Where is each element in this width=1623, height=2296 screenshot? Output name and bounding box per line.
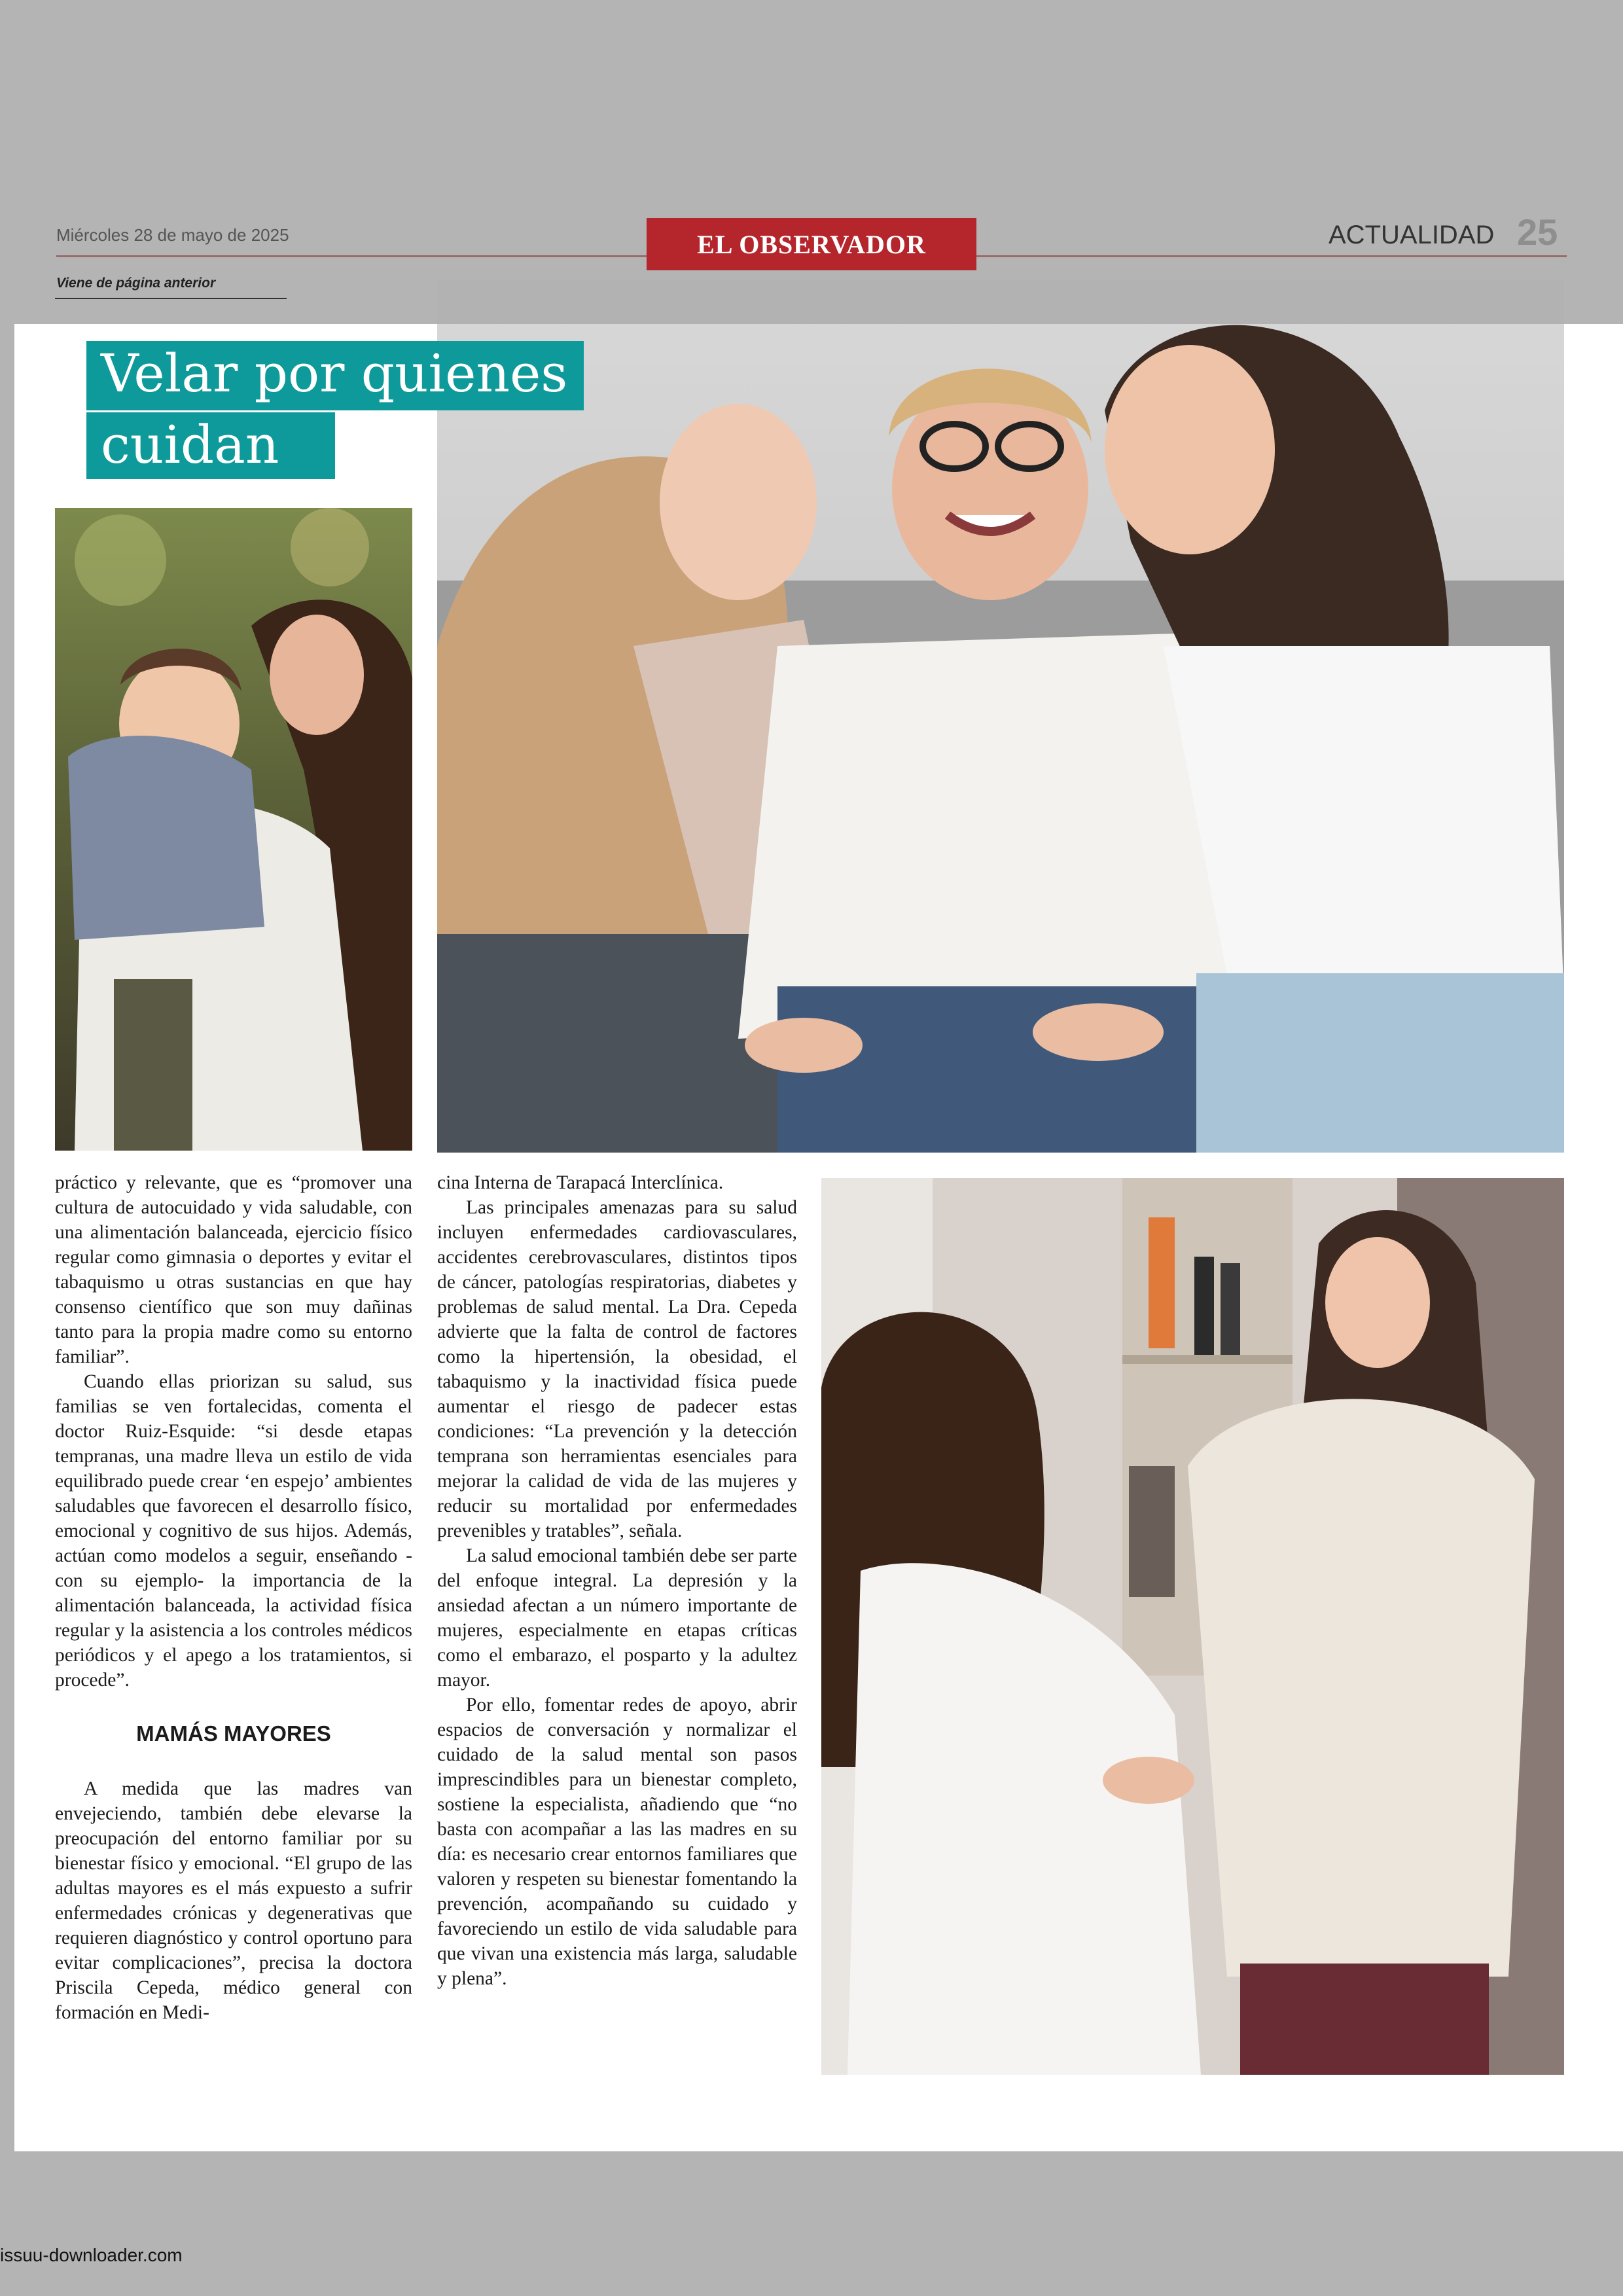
headline-line-1: Velar por quienes — [86, 341, 584, 410]
column-2-paragraph-4: Por ello, fomentar redes de apoyo, abrir espacios de conversación y normalizar el cuidado de la salud mental son pasos imprescindibles para un bienestar completo, sostiene la especialista, añadiendo que “no basta con acompañar a las las madres en su día: es necesario crear entornos familiares que valoren y respeten su bienestar fomentando la prevención, acompañando su cuidado y favoreciendo un estilo de vida saludable para que vivan una existencia más larga, saludable y plena”. — [437, 1695, 797, 1989]
doctor-patient-photo — [821, 1178, 1564, 2075]
column-2-paragraph-3: La salud emocional también debe ser parte del enfoque integral. La depresión y la ansiedad afectan a un número importante de mujeres, especialmente en etapas críticas como el embarazo, el posparto y la adultez mayor. — [437, 1545, 797, 1691]
continued-rule — [55, 298, 287, 299]
masthead-logo: EL OBSERVADOR — [647, 218, 976, 270]
continued-from-label: Viene de página anterior — [56, 276, 216, 291]
watermark-link[interactable]: issuu-downloader.com — [0, 2245, 183, 2265]
header-rule-right — [975, 255, 1567, 257]
section-name: ACTUALIDAD — [1329, 221, 1495, 249]
header-date: Miércoles 28 de mayo de 2025 — [56, 225, 289, 245]
family-photo-main — [437, 279, 1564, 1153]
article-column-1 — [55, 1170, 412, 2025]
headline-line-2: cuidan — [86, 412, 335, 479]
subhead-mamas-mayores: MAMÁS MAYORES — [136, 1721, 331, 1746]
article-column-2 — [437, 1170, 797, 1991]
column-2-paragraph-2: Las principales amenazas para su salud incluyen enfermedades cardiovasculares, accidentes cerebrovasculares, distintos tipos de cáncer, patologías respiratorias, diabetes y problemas de salud mental. La Dra. Cepeda advierte que la falta de control de factores como la hipertensión, la obesidad, el tabaquismo y la inactividad física puede aumentar el riesgo de padecer estas condiciones: “La prevención y la detección temprana son herramientas esenciales para mejorar la calidad de vida de las mujeres y reducir su mortalidad por enfermedades prevenibles y tratables”, señala. — [437, 1197, 797, 1541]
column-2-paragraph-1: cina Interna de Tarapacá Interclínica. — [437, 1172, 724, 1193]
mother-child-photo — [55, 508, 412, 1151]
column-1-paragraph-3: A medida que las madres van envejeciendo, también debe elevarse la preocupación del entorno familiar por su bienestar físico y emocional. “El grupo de las adultas mayores es el más expuesto a sufrir enfermedades crónicas y degenerativas que requieren diagnóstico y control oportuno para evitar complicaciones”, precisa la doctora Priscila Cepeda, médico general con formación en Medi- — [55, 1778, 412, 2023]
header-rule-left — [56, 255, 648, 257]
page-number: 25 — [1517, 211, 1558, 253]
column-1-paragraph-2: Cuando ellas priorizan su salud, sus familias se ven fortalecidas, comenta el doctor Ruiz-Esquide: “si desde etapas tempranas, una madre lleva un estilo de vida equilibrado puede crear ‘en espejo’ ambientes saludables que favorecen el desarrollo físico, emocional y cognitivo de sus hijos. Además, actúan como modelos a seguir, enseñando -con su ejemplo- la importancia de la alimentación balanceada, la actividad física regular y la asistencia a los controles médicos periódicos y el apego a los tratamientos, si procede”. — [55, 1371, 412, 1691]
column-1-paragraph-1: práctico y relevante, que es “promover una cultura de autocuidado y vida saludable, con una alimentación balanceada, ejercicio físico regular como gimnasia o deportes y evitar el tabaquismo u otras sustancias en que hay consenso científico que son muy dañinas tanto para la propia madre como su entorno familiar”. — [55, 1172, 412, 1367]
